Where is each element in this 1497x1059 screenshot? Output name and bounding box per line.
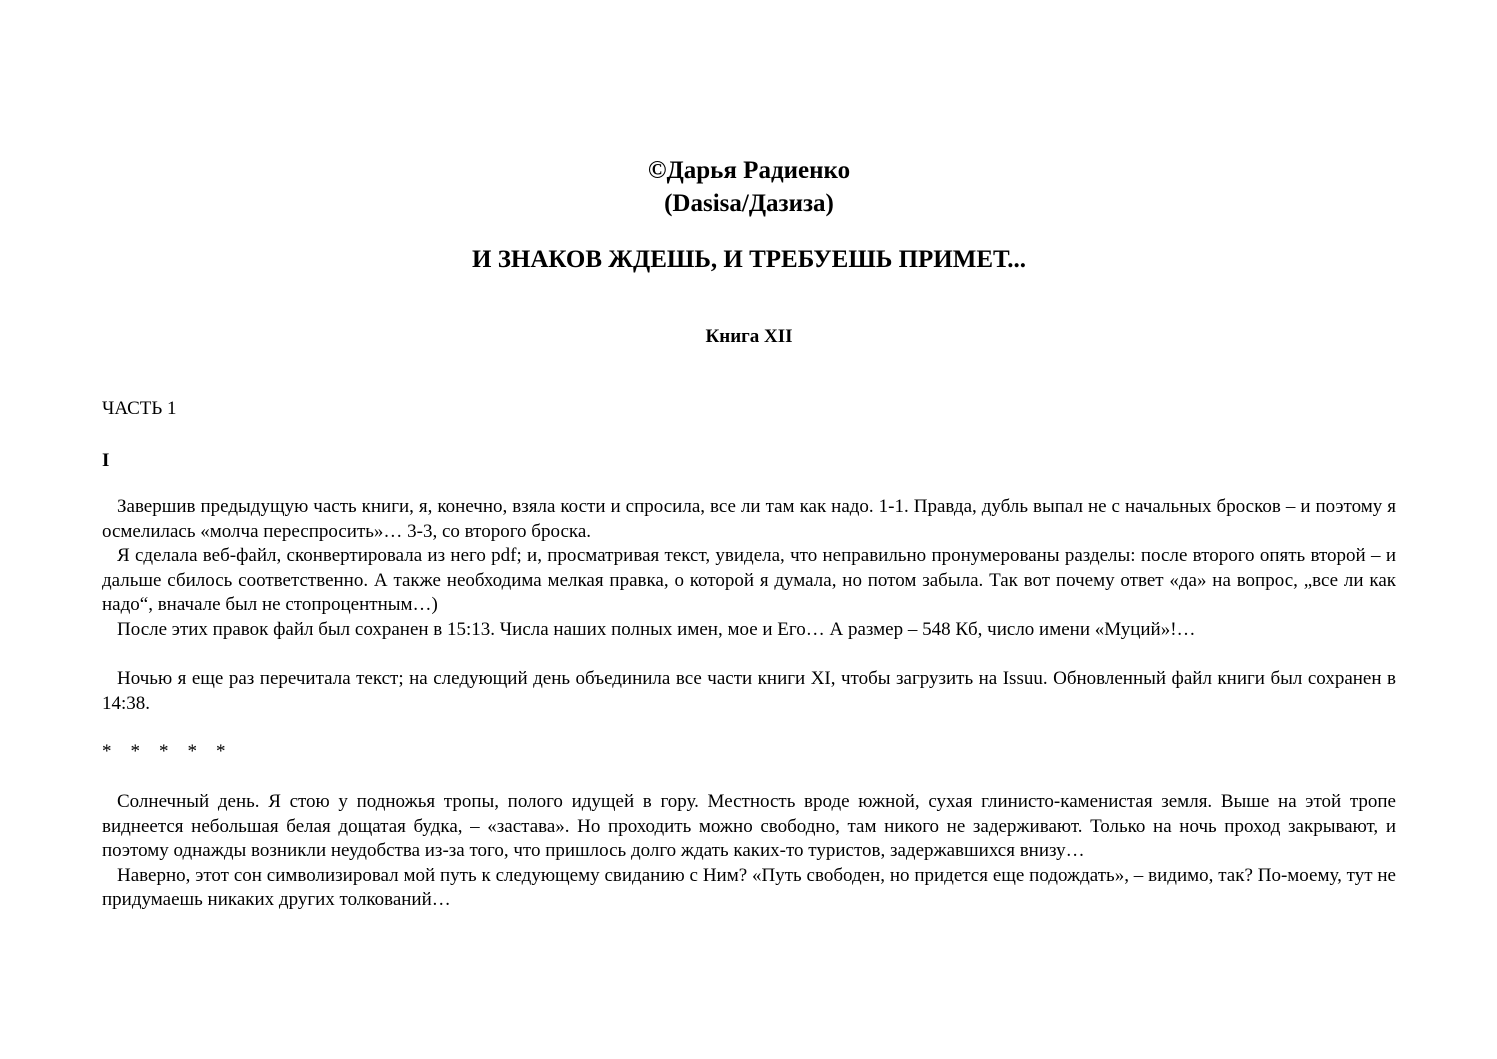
paragraph: После этих правок файл был сохранен в 15:13. Числа наших полных имен, мое и Его… А размер – 548 Кб, число имени «Муций»!… <box>117 618 1196 640</box>
part-heading: ЧАСТЬ 1 <box>102 398 177 419</box>
paragraph: Ночью я еще раз перечитала текст; на следующий день объединила все части книги XI, чтобы загрузить на Issuu. Обновленный файл книги был сохранен в 14:38. <box>102 668 1396 714</box>
chapter-heading: I <box>102 450 110 471</box>
paragraph: Наверно, этот сон символизировал мой путь к следующему свиданию с Ним? «Путь свободен, но придется еще подождать», – видимо, так? По-моему, тут не придумаешь никаких других толкований… <box>102 864 1396 911</box>
author-pseudonym: (Dasisa/Дазиза) <box>664 190 834 217</box>
paragraph: Завершив предыдущую часть книги, я, конечно, взяла кости и спросила, все ли там как надо. 1-1. Правда, дубль выпал не с начальных бросков – и поэтому я осмелилась «молча переспросить»… 3-3, со второго броска. <box>102 496 1396 542</box>
author-name: ©Дарья Радиенко <box>647 157 851 184</box>
author-block <box>102 154 1396 220</box>
document-title: И ЗНАКОВ ЖДЕШЬ, И ТРЕБУЕШЬ ПРИМЕТ... <box>472 246 1026 273</box>
text-block-3 <box>102 790 1396 913</box>
text-block-1 <box>102 495 1396 643</box>
paragraph: Я сделала веб-файл, сконвертировала из него pdf; и, просматривая текст, увидела, что неправильно пронумерованы разделы: после второго опять второй – и дальше сбилось соответственно. А также необходима мелкая правка, о которой я думала, но потом забыла. Так вот почему ответ «да» на вопрос, „все ли как надо“, вначале был не стопроцентным…) <box>102 545 1396 616</box>
text-block-2 <box>102 667 1396 716</box>
book-label: Книга XII <box>705 326 793 347</box>
section-separator: * * * * * <box>102 741 226 762</box>
paragraph: Солнечный день. Я стою у подножья тропы, полого идущей в гору. Местность вроде южной, сухая глинисто-каменистая земля. Выше на этой тропе виднеется небольшая белая дощатая будка, – «застава». Но проходить можно свободно, там никого не задерживают. Только на ночь проход закрывают, и поэтому однажды возникли неудобства из-за того, что пришлось долго ждать каких-то туристов, задержавшихся внизу… <box>102 791 1396 862</box>
